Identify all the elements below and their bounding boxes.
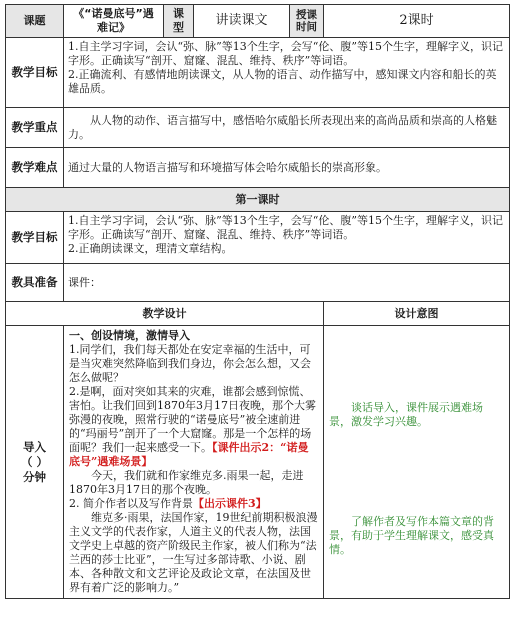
design-p5: 维克多·雨果，法国作家，19世纪前期积极浪漫主义文学的代表作家，人道主义的代表人物，法国文学史上卓越的资产阶级民主作家，被人们称为“法兰西的莎士比亚”，一生写过多部诗歌、小说、剧本、各种散文和文艺评论及政论文章，在法国及世界有着广泛的影响力。” <box>69 511 318 594</box>
header-row <box>6 5 510 38</box>
lesson1-goals-label: 教学目标 <box>6 212 64 264</box>
key-points-label: 教学重点 <box>6 108 64 148</box>
goals-row <box>6 38 510 108</box>
type-value: 讲读课文 <box>194 5 290 38</box>
design-header-row <box>6 302 510 326</box>
type-label: 课型 <box>164 5 194 38</box>
intent-col-header: 设计意图 <box>324 302 510 326</box>
intent-2: 了解作者及写作本篇文章的背景，有助于学生理解课文，感受真情。 <box>329 515 494 556</box>
difficulties-label: 教学难点 <box>6 148 64 188</box>
design-p3: 今天，我们就和作家维克多.雨果一起，走进1870年3月17日的那个夜晚。 <box>69 469 304 496</box>
courseware-tag-2: 【课件出示2：“诺曼底号”遇难场景】 <box>69 441 309 468</box>
topic-value: 《“诺曼底号”遇难记》 <box>64 5 164 38</box>
design-content <box>64 326 324 599</box>
tools-row <box>6 264 510 302</box>
difficulties-row <box>6 148 510 188</box>
key-points-text: 从人物的动作、语言描写中，感悟哈尔威船长所表现出来的高尚品质和崇高的人格魅力。 <box>64 108 510 148</box>
courseware-tag-3: 【出示课件3】 <box>193 497 267 510</box>
lesson-plan-table <box>5 4 510 599</box>
design-body-row <box>6 326 510 599</box>
design-p2-text: 2.是啊，面对突如其来的灾难，谁都会感到惊慌、害怕。让我们回到1870年3月17日夜晚，那个大雾弥漫的夜晚，照常行驶的“诺曼底号”被全速前进的“玛丽号”剖开了一个大窟窿。那是一个怎样的场面呢？我们一起来感受一下。 <box>69 385 316 454</box>
intent-content <box>324 326 510 599</box>
tools-value: 课件： <box>64 264 510 302</box>
section-title: 一、创设情境，激情导入 <box>69 329 190 342</box>
stage-label-2: （ ） <box>20 454 48 469</box>
design-p4-text: 2. 简介作者以及写作背景 <box>69 497 193 510</box>
lesson1-title: 第一课时 <box>6 188 510 212</box>
intent-1: 谈话导入，课件展示遇难场景，激发学习兴趣。 <box>329 401 483 428</box>
design-p4 <box>69 497 318 511</box>
goals-line-2: 2.正确流利、有感情地朗读课文，从人物的语言、动作描写中，感知课文内容和船长的英雄品质。 <box>68 68 497 95</box>
difficulties-text: 通过大量的人物语言描写和环境描写体会哈尔威船长的崇高形象。 <box>64 148 510 188</box>
stage-label <box>6 326 64 599</box>
topic-label: 课题 <box>6 5 64 38</box>
lesson1-goals-line-2: 2.正确朗读课文，理清文章结构。 <box>68 242 233 255</box>
goals-line-1: 1.自主学习字词，会认“弥、脉”等13个生字，会写“伦、腹”等15个生字，理解字义，识记字形。正确读写“剖开、窟窿、混乱、维持、秩序”等词语。 <box>68 40 503 67</box>
key-points-row <box>6 108 510 148</box>
goals-content <box>64 38 510 108</box>
tools-label: 教具准备 <box>6 264 64 302</box>
lesson1-title-row <box>6 188 510 212</box>
lesson1-goals-line-1: 1.自主学习字词，会认“弥、脉”等13个生字，会写“伦、腹”等15个生字，理解字义，识记字形。正确读写“剖开、窟窿、混乱、维持、秩序”等词语。 <box>68 214 503 241</box>
design-p1: 1.同学们，我们每天都处在安定幸福的生活中，可是当灾难突然降临到我们身边，你会怎么想，又会怎么做呢？ <box>69 343 311 384</box>
hours-label: 授课时间 <box>290 5 324 38</box>
stage-label-1: 导入 <box>23 439 46 454</box>
design-p2 <box>69 385 318 469</box>
hours-value: 2课时 <box>324 5 510 38</box>
lesson1-goals-row <box>6 212 510 264</box>
lesson1-goals-content <box>64 212 510 264</box>
design-col-header: 教学设计 <box>6 302 324 326</box>
goals-label: 教学目标 <box>6 38 64 108</box>
stage-label-3: 分钟 <box>23 469 46 484</box>
